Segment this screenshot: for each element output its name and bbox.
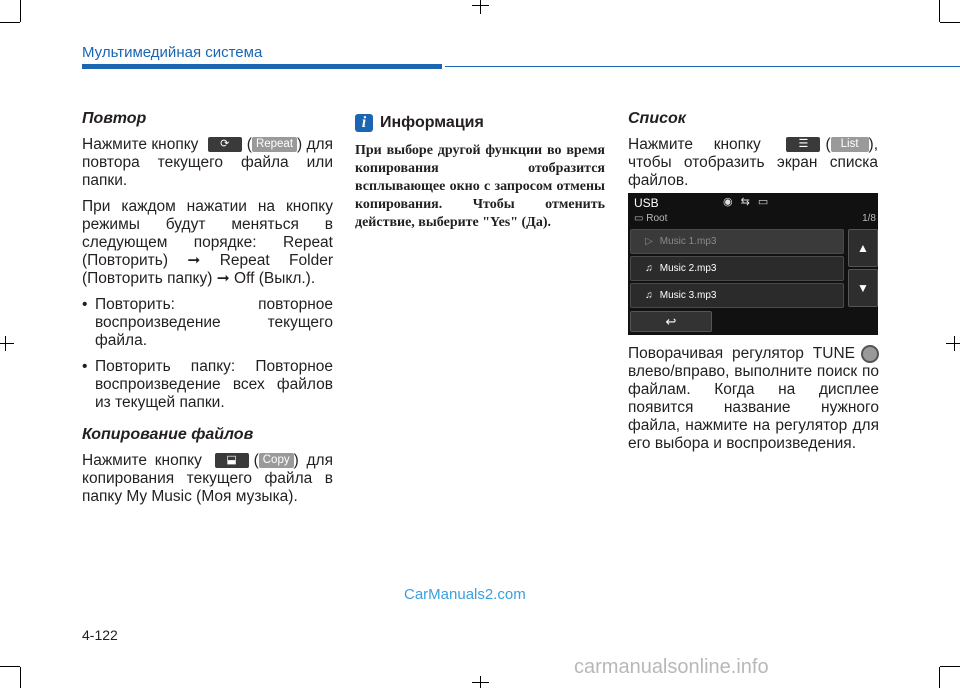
crop-mark (0, 666, 20, 667)
tune-text-a: Поворачивая регулятор TUNE (628, 345, 855, 363)
info-body: При выборе другой функции во время копирования отобразится всплывающее окно с запросом отмены копирования. Чтобы отменить действие, выберите "Yes" (Да). (355, 143, 605, 231)
copy-button-label: Copy (259, 453, 294, 468)
crop-mark (5, 336, 6, 351)
usb-status-icons: ◉⇆▭ (723, 196, 777, 208)
info-heading: Информация (380, 114, 484, 132)
repeat-bullet-1: • Повторить: повторное воспроизведение текущего файла. (82, 296, 333, 350)
scroll-down-button[interactable]: ▼ (848, 269, 878, 307)
list-post: ), чтобы отобразить экран списка файлов. (628, 136, 878, 189)
info-block (355, 114, 605, 232)
tune-paragraph (628, 345, 879, 453)
list-icon: ☰ (786, 137, 820, 152)
usb-screen (628, 193, 878, 335)
crop-mark (20, 0, 21, 22)
back-button[interactable]: ↩ (630, 311, 712, 332)
crop-mark (20, 667, 21, 688)
watermark: CarManuals2.com (404, 586, 526, 603)
music-note-icon: ♫ (645, 263, 653, 274)
repeat-order-b: Repeat Folder (Повторить папку) (82, 252, 333, 287)
list-item-label: Music 2.mp3 (659, 263, 717, 274)
repeat-icon: ⟳ (208, 137, 242, 152)
crop-mark (940, 22, 960, 23)
repeat-pre: Нажмите кнопку (82, 136, 199, 153)
info-header (355, 114, 605, 132)
list-button-label: List (831, 137, 869, 152)
list-item[interactable] (630, 229, 844, 254)
screen-title: USB (634, 196, 659, 210)
crop-mark (0, 343, 14, 344)
repeat-order-a: При каждом нажатии на кнопку режимы будут меняться в следующем порядке: Repeat (Повторить) (82, 198, 333, 269)
info-icon: i (355, 114, 373, 132)
repeat-button-label: Repeat (252, 137, 297, 152)
list-item[interactable] (630, 283, 844, 308)
crop-mark (946, 343, 960, 344)
crop-mark (472, 682, 489, 683)
copy-icon: ⬓ (215, 453, 249, 468)
music-note-icon: ♫ (645, 290, 653, 301)
crop-mark (939, 0, 940, 22)
left-column (82, 110, 333, 514)
root-label: Root (646, 213, 668, 224)
copy-pre: Нажмите кнопку (82, 452, 202, 469)
header-rule-thick (82, 64, 442, 69)
repeat-heading: Повтор (82, 110, 147, 127)
list-item[interactable] (630, 256, 844, 281)
crop-mark (940, 666, 960, 667)
list-item-label: Music 1.mp3 (659, 236, 717, 247)
arrow-right-icon: ➞ (216, 270, 230, 287)
play-icon: ▷ (645, 236, 653, 247)
section-title: Мультимедийная система (82, 44, 263, 61)
arrow-right-icon: ➞ (187, 252, 201, 269)
list-item-label: Music 3.mp3 (659, 290, 717, 301)
folder-icon: ▭ (634, 213, 644, 224)
tune-knob-icon (861, 345, 879, 363)
repeat-bullet-2: • Повторить папку: Повторное воспроизведение всех файлов из текущей папки. (82, 358, 333, 412)
page-number: 4-122 (82, 627, 118, 643)
list-pre: Нажмите кнопку (628, 136, 761, 153)
root-folder-row[interactable] (634, 213, 878, 227)
tune-text-b: влево/вправо, выполните поиск по файлам. Когда на дисплее появится название нужного файла, нажмите на регулятор для его выбора и воспроизведения. (628, 363, 879, 453)
crop-mark (939, 667, 940, 688)
list-paragraph: Нажмите кнопку ☰ ( List ), чтобы отобразить экран списка файлов. (628, 136, 878, 189)
repeat-paragraph: Нажмите кнопку ⟳ ( Repeat ) для повтора текущего файла или папки. (82, 136, 333, 189)
file-counter: 1/8 (862, 213, 876, 224)
bottom-watermark: carmanualsonline.info (574, 656, 769, 678)
crop-mark (472, 5, 489, 6)
crop-mark (0, 22, 20, 23)
list-heading: Список (628, 110, 686, 127)
crop-mark (954, 336, 955, 351)
repeat-post: ) для повтора текущего файла или папки. (82, 136, 333, 189)
crop-mark (480, 0, 481, 14)
header-rule-thin (445, 66, 960, 67)
repeat-order-c: Off (Выкл.). (234, 270, 316, 287)
scroll-up-button[interactable]: ▲ (848, 229, 878, 267)
copy-heading: Копирование файлов (82, 426, 254, 443)
right-column-top (628, 110, 878, 198)
copy-post: ) для копирования текущего файла в папку My Music (Моя музыка). (82, 452, 333, 505)
copy-paragraph: Нажмите кнопку ⬓ ( Copy ) для копирования текущего файла в папку My Music (Моя музыка). (82, 452, 333, 505)
repeat-order-paragraph (82, 198, 333, 288)
